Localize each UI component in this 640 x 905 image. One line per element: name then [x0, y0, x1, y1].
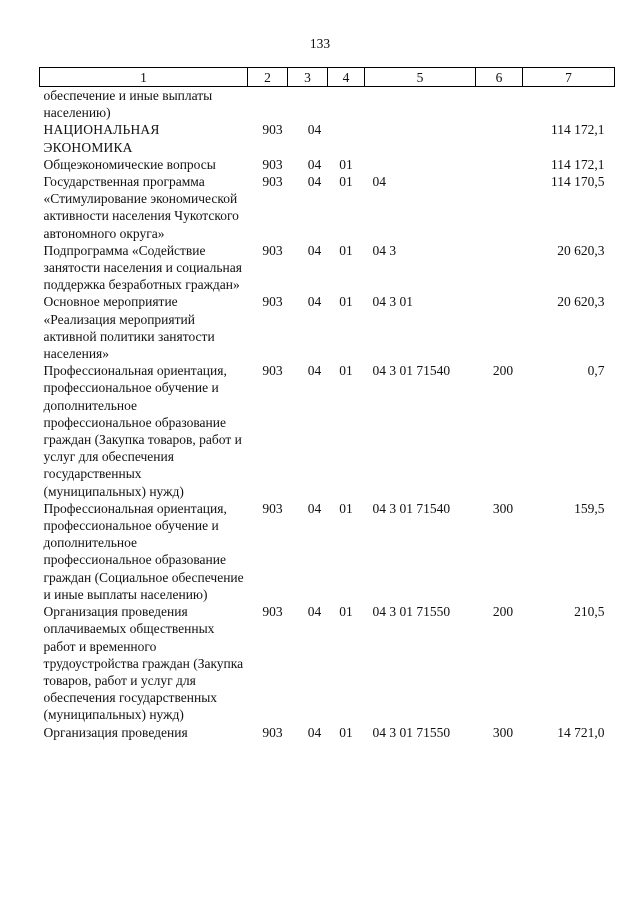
row-name: Профессиональная ориентация, профессиональное обучение и дополнительное профессиональное образование граждан (Закупка товаров, работ и услуг для обеспечения государственных (муниципальных) нужд) — [43, 363, 242, 499]
row-grbs: 903 — [262, 294, 283, 310]
row-target-article: 04 3 01 71550 — [372, 604, 451, 620]
row-target-article: 04 3 01 71540 — [372, 500, 451, 516]
row-amount: 114 170,5 — [551, 174, 605, 190]
row-section: 04 — [307, 242, 322, 258]
column-header: 6 — [476, 68, 523, 87]
column-header: 5 — [365, 68, 476, 87]
row-amount: 20 620,3 — [557, 242, 605, 258]
table-row — [40, 121, 615, 155]
row-name: Подпрограмма «Содействие занятости населения и социальная поддержка безработных граждан» — [43, 242, 242, 293]
row-grbs: 903 — [262, 724, 283, 740]
row-name: НАЦИОНАЛЬНАЯ ЭКОНОМИКА — [43, 122, 160, 155]
row-expense-type — [476, 173, 523, 242]
row-target-article — [365, 156, 476, 173]
row-name: Профессиональная ориентация, профессиональное обучение и дополнительное профессиональное образование граждан (Социальное обеспечение и иные выплаты населению) — [43, 500, 244, 602]
row-expense-type — [476, 87, 523, 122]
row-target-article: 04 3 01 — [372, 294, 413, 310]
row-expense-type: 200 — [492, 604, 514, 620]
row-section: 04 — [307, 294, 322, 310]
row-name: Общеэкономические вопросы — [43, 156, 216, 172]
row-subsection — [328, 121, 365, 155]
row-name: Основное мероприятие «Реализация мероприятий активной политики занятости населения» — [43, 294, 215, 362]
row-amount: 114 172,1 — [551, 122, 605, 138]
row-amount: 0,7 — [587, 363, 605, 379]
row-expense-type — [476, 293, 523, 362]
column-header: 7 — [523, 68, 615, 87]
row-expense-type — [476, 242, 523, 294]
row-name: Организация проведения — [43, 724, 188, 740]
row-name: Организация проведения оплачиваемых общественных работ и временного трудоустройства граждан (Закупка товаров, работ и услуг для обеспечения государственных (муниципальных) нужд) — [43, 604, 244, 723]
column-header: 4 — [328, 68, 365, 87]
row-amount: 20 620,3 — [557, 294, 605, 310]
page-number: 133 — [309, 36, 331, 51]
row-amount: 14 721,0 — [557, 724, 605, 740]
table-row — [40, 603, 615, 723]
row-grbs: 903 — [262, 500, 283, 516]
row-grbs — [248, 87, 288, 122]
column-header: 1 — [40, 68, 248, 87]
row-amount: 210,5 — [574, 604, 605, 620]
row-expense-type — [476, 121, 523, 155]
row-grbs: 903 — [262, 242, 283, 258]
table-row — [40, 173, 615, 242]
row-amount — [523, 87, 615, 122]
row-section: 04 — [307, 724, 322, 740]
row-grbs: 903 — [262, 174, 283, 190]
row-amount: 159,5 — [574, 500, 605, 516]
table-row — [40, 724, 615, 741]
row-subsection: 01 — [339, 242, 353, 258]
row-section: 04 — [307, 604, 322, 620]
header-row — [40, 68, 615, 87]
table-row — [40, 293, 615, 362]
row-section — [288, 87, 328, 122]
row-name: обеспечение и иные выплаты населению) — [43, 88, 213, 121]
row-subsection: 01 — [339, 604, 353, 620]
row-subsection: 01 — [339, 500, 353, 516]
row-subsection: 01 — [339, 724, 353, 740]
row-expense-type: 200 — [492, 363, 514, 379]
budget-table — [39, 67, 615, 741]
row-subsection: 01 — [339, 363, 353, 379]
row-subsection — [328, 87, 365, 122]
row-target-article — [365, 121, 476, 155]
row-grbs: 903 — [262, 604, 283, 620]
table-row — [40, 87, 615, 122]
row-section: 04 — [307, 174, 322, 190]
row-grbs: 903 — [262, 122, 283, 138]
row-target-article — [365, 87, 476, 122]
table-row — [40, 362, 615, 500]
row-subsection: 01 — [339, 174, 353, 190]
row-amount: 114 172,1 — [551, 156, 605, 172]
row-expense-type: 300 — [492, 724, 514, 740]
row-section: 04 — [307, 156, 322, 172]
table-row — [40, 242, 615, 294]
row-name: Государственная программа «Стимулирование экономической активности населения Чукотского автономного округа» — [43, 174, 239, 241]
row-section: 04 — [307, 500, 322, 516]
row-section: 04 — [307, 122, 322, 138]
table-row — [40, 500, 615, 603]
column-header: 3 — [288, 68, 328, 87]
row-target-article: 04 3 01 71550 — [372, 724, 451, 740]
row-grbs: 903 — [262, 363, 283, 379]
row-grbs: 903 — [262, 156, 283, 172]
column-header: 2 — [248, 68, 288, 87]
row-target-article: 04 3 — [372, 242, 397, 258]
row-subsection: 01 — [339, 294, 353, 310]
row-target-article: 04 3 01 71540 — [372, 363, 451, 379]
row-subsection: 01 — [339, 156, 353, 172]
table-row — [40, 156, 615, 173]
row-section: 04 — [307, 363, 322, 379]
row-expense-type: 300 — [492, 500, 514, 516]
row-target-article: 04 — [372, 174, 386, 190]
row-expense-type — [476, 156, 523, 173]
